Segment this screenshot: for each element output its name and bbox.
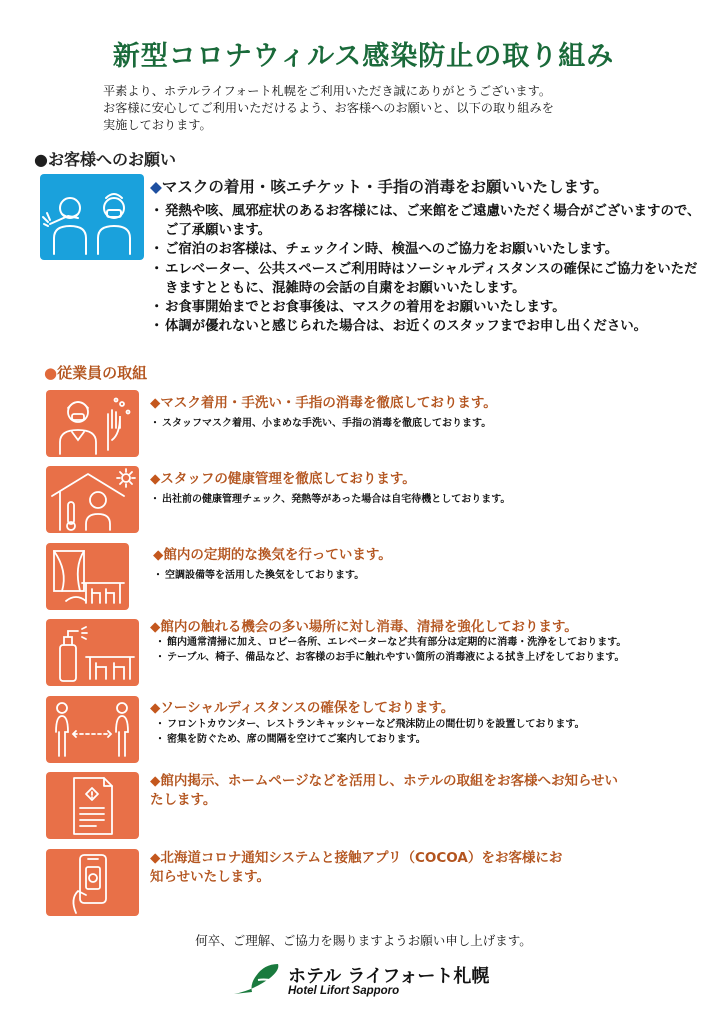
smartphone-app-icon xyxy=(46,849,139,916)
thermometer-icon xyxy=(46,466,139,533)
diamond-mark: ◆ xyxy=(150,178,162,196)
guest-heading-text: マスクの着用・咳エチケット・手指の消毒をお願いいたします。 xyxy=(161,178,609,196)
staff-block-heading: ◆スタッフの健康管理を徹底しております。 xyxy=(150,471,416,487)
hotel-logo xyxy=(232,960,512,1010)
intro-line: お客様に安心してご利用いただけるよう、お客様へのお願いと、以下の取り組みを xyxy=(103,101,554,115)
staff-section-label: 従業員の取組 xyxy=(57,364,148,382)
guest-request-list xyxy=(150,202,710,336)
section-bullet: ● xyxy=(34,150,48,169)
list-item: ・ エレベーター、公共スペースご利用時はソーシャルディスタンスの確保にご協力をいただきますとともに、混雑時の会話の自粛をお願いいたします。 xyxy=(150,261,698,296)
notice-document-icon xyxy=(46,772,139,839)
staff-block-heading: ◆館内の定期的な換気を行っています。 xyxy=(153,547,392,563)
staff-block-list xyxy=(155,717,715,747)
guest-section-label: お客様へのお願い xyxy=(47,150,176,169)
staff-block-heading: ◆マスク着用・手洗い・手指の消毒を徹底しております。 xyxy=(150,395,497,411)
lifort-leaf-icon xyxy=(232,960,286,1000)
list-item: ・ 館内通常清掃に加え、ロビー各所、エレベーターなど共有部分は定期的に消毒・洗浄をしております。 xyxy=(155,637,627,648)
list-item: ・ テーブル、椅子、備品など、お客様のお手に触れやすい箇所の消毒液による拭き上げをしております。 xyxy=(155,652,625,663)
guest-heading xyxy=(150,175,609,197)
intro-line: 実施しております。 xyxy=(103,118,212,132)
staff-block-heading: ◆ソーシャルディスタンスの確保をしております。 xyxy=(150,700,455,716)
staff-block-heading: ◆北海道コロナ通知システムと接触アプリ（COCOA）をお客様にお知らせいたします。 xyxy=(150,850,563,885)
staff-block-list xyxy=(153,568,713,583)
intro-text xyxy=(103,83,663,134)
logo-en: Hotel Lifort Sapporo xyxy=(288,985,400,997)
guest-mask-cough-icon xyxy=(40,174,144,260)
list-item: ・ 空調設備等を活用した換気をしております。 xyxy=(153,570,365,581)
staff-mask-icon xyxy=(46,390,139,457)
list-item: ・ お食事開始までとお食事後は、マスクの着用をお願いいたします。 xyxy=(150,300,566,316)
intro-line: 平素より、ホテルライフォート札幌をご利用いただき誠にありがとうございます。 xyxy=(103,84,552,98)
staff-block-list xyxy=(150,416,710,431)
list-item: ・ フロントカウンター、レストランキャッシャーなど飛沫防止の間仕切りを設置しております。 xyxy=(155,719,585,730)
guest-section-title xyxy=(34,147,176,170)
ventilation-icon xyxy=(46,543,129,610)
list-item: ・ 発熱や咳、風邪症状のあるお客様には、ご来館をご遠慮いただく場合がございますので、ご了承願います。 xyxy=(150,204,701,239)
disinfect-spray-icon xyxy=(46,619,139,686)
closing-message: 何卒、ご理解、ご協力を賜りますようお願い申し上げます。 xyxy=(195,933,532,948)
staff-block-heading: ◆館内掲示、ホームページなどを活用し、ホテルの取組をお客様へお知らせいたします。 xyxy=(150,773,619,808)
staff-block-list xyxy=(155,635,675,665)
logo-jp: ホテル ライフォート札幌 xyxy=(288,966,490,987)
staff-block-heading: ◆館内の触れる機会の多い場所に対し消毒、清掃を強化しております。 xyxy=(150,619,578,635)
staff-block-list xyxy=(150,492,710,507)
page-title: 新型コロナウィルス感染防止の取り組み xyxy=(112,41,615,72)
list-item: ・ 密集を防ぐため、席の間隔を空けてご案内しております。 xyxy=(155,734,426,745)
list-item: ・ ご宿泊のお客様は、チェックイン時、検温へのご協力をお願いいたします。 xyxy=(150,242,619,258)
social-distance-icon xyxy=(46,696,139,763)
list-item: ・ 出社前の健康管理チェック、発熱等があった場合は自宅待機としております。 xyxy=(150,494,511,505)
list-item: ・ 体調が優れないと感じられた場合は、お近くのスタッフまでお申し出ください。 xyxy=(150,319,648,335)
list-item: ・ スタッフマスク着用、小まめな手洗い、手指の消毒を徹底しております。 xyxy=(150,418,492,429)
staff-section-title xyxy=(44,362,147,383)
section-bullet: ● xyxy=(44,364,58,382)
